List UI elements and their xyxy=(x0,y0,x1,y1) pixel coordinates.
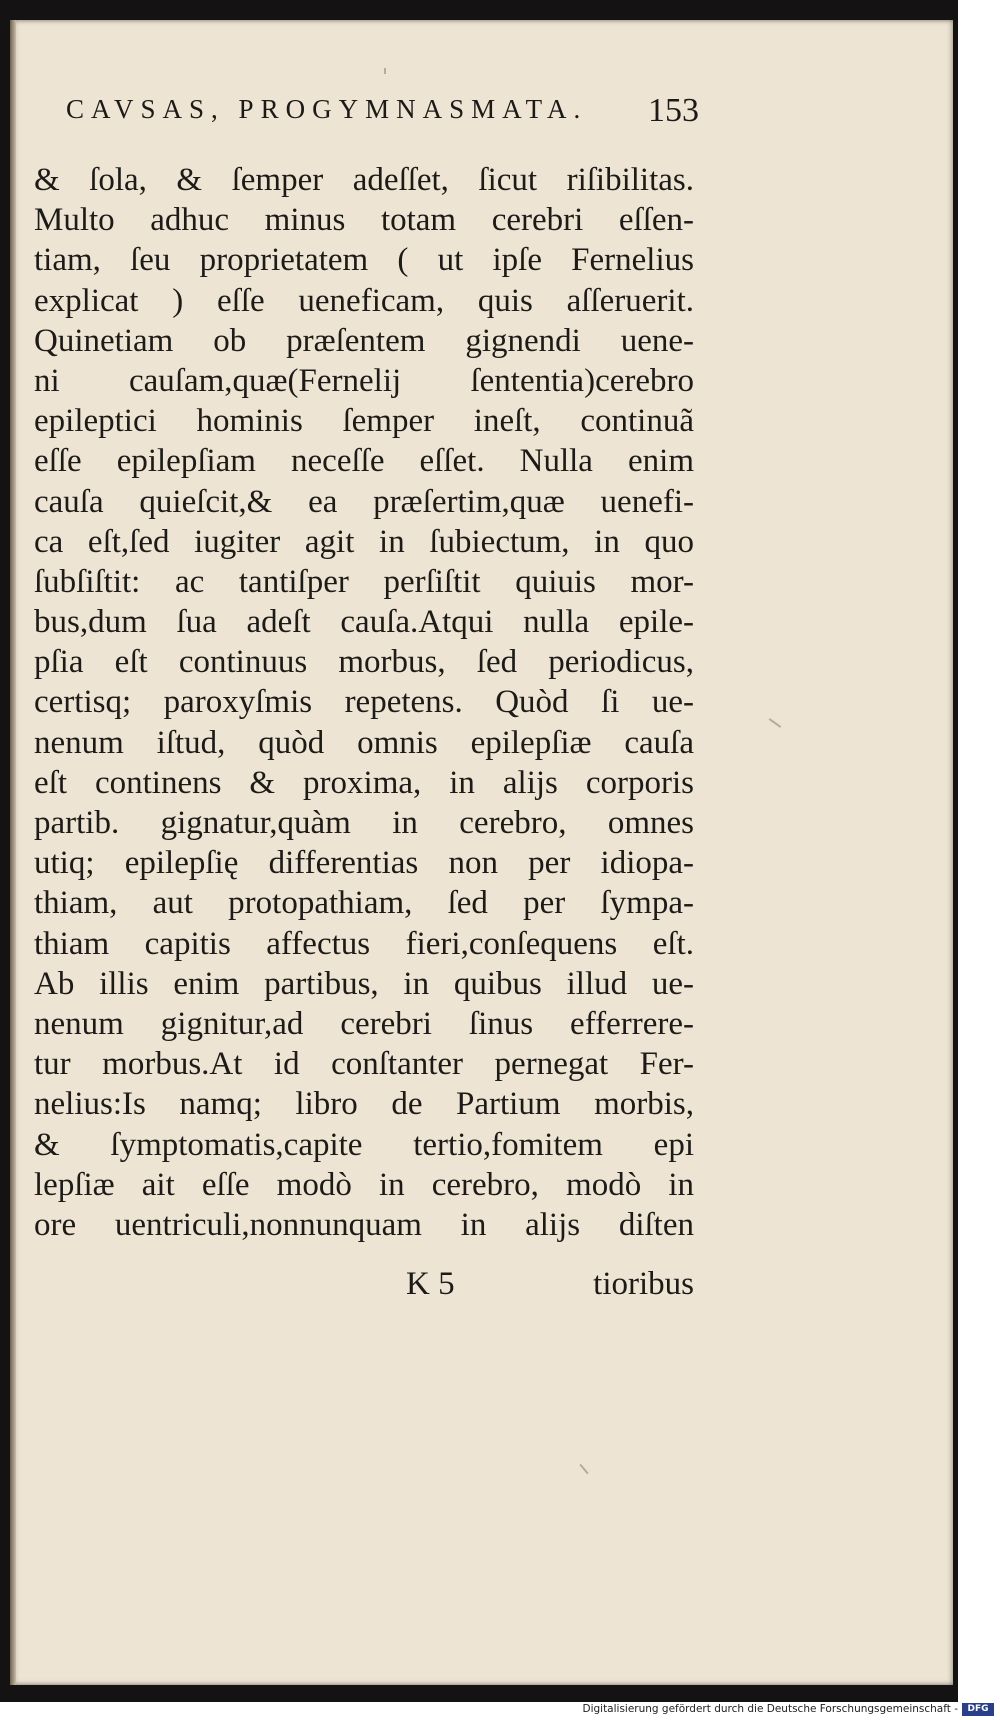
running-head: CAVSAS, PROGYMNASMATA. xyxy=(66,94,588,124)
text-line: utiq; epilepſię differentias non per idiopa- xyxy=(34,845,694,882)
paper-speck xyxy=(384,68,386,74)
page-number: 153 xyxy=(648,92,699,129)
page-footer-row xyxy=(34,1266,694,1306)
text-line: lepſiæ ait eſſe modò in cerebro, modò in xyxy=(34,1166,694,1203)
text-line: ore uentriculi,nonnunquam in alijs diſten xyxy=(34,1206,694,1243)
text-line: nenum gignitur,ad cerebri ſinus efferrere- xyxy=(34,1005,694,1042)
text-line: Quinetiam ob præſentem gignendi uene- xyxy=(34,322,694,359)
text-line: Multo adhuc minus totam cerebri eſſen- xyxy=(34,202,694,239)
text-line: tur morbus.At id conſtanter pernegat Fer- xyxy=(34,1046,694,1083)
text-line: ni cauſam,quæ(Fernelij ſententia)cerebro xyxy=(34,362,694,399)
text-line: thiam, aut protopathiam, ſed per ſympa- xyxy=(34,885,694,922)
catchword: tioribus xyxy=(593,1266,694,1302)
text-block xyxy=(34,160,694,1245)
text-line: eſſe epilepſiam neceſſe eſſet. Nulla enim xyxy=(34,443,694,480)
text-line: explicat ) eſſe ueneficam, quis aſſeruerit. xyxy=(34,282,694,319)
dfg-logo: DFG xyxy=(962,1703,994,1716)
text-line: & ſymptomatis,capite tertio,fomitem epi xyxy=(34,1126,694,1163)
text-line: bus,dum ſua adeſt cauſa.Atqui nulla epile- xyxy=(34,604,694,641)
digitization-credit: Digitalisierung gefördert durch die Deutsche Forschungsgemeinschaft - xyxy=(582,1703,958,1715)
paper-speck xyxy=(579,1464,588,1474)
text-line: ſubſiſtit: ac tantiſper perſiſtit quiuis mor- xyxy=(34,563,694,600)
text-line: certisq; paroxyſmis repetens. Quòd ſi ue- xyxy=(34,684,694,721)
text-line: tiam, ſeu proprietatem ( ut ipſe Fernelius xyxy=(34,242,694,279)
paper-speck xyxy=(769,718,782,728)
text-line: ca eſt,ſed iugiter agit in ſubiectum, in quo xyxy=(34,523,694,560)
text-line: nenum iſtud, quòd omnis epilepſiæ cauſa xyxy=(34,724,694,761)
page-spine-edge xyxy=(10,20,16,1685)
text-line: partib. gignatur,quàm in cerebro, omnes xyxy=(34,805,694,841)
signature-mark: K 5 xyxy=(406,1266,455,1302)
text-line: eſt continens & proxima, in alijs corporis xyxy=(34,764,694,801)
text-line: nelius:Is namq; libro de Partium morbis, xyxy=(34,1086,694,1123)
text-line: Ab illis enim partibus, in quibus illud ue- xyxy=(34,965,694,1002)
text-line: cauſa quieſcit,& ea præſertim,quæ uenefi- xyxy=(34,483,694,520)
text-line: & ſola, & ſemper adeſſet, ſicut riſibilitas. xyxy=(34,162,694,198)
book-page xyxy=(10,20,953,1685)
text-line: thiam capitis affectus fieri,conſequens eſt. xyxy=(34,925,694,962)
text-line: pſia eſt continuus morbus, ſed periodicus, xyxy=(34,644,694,681)
text-line: epileptici hominis ſemper ineſt, continuã xyxy=(34,403,694,440)
